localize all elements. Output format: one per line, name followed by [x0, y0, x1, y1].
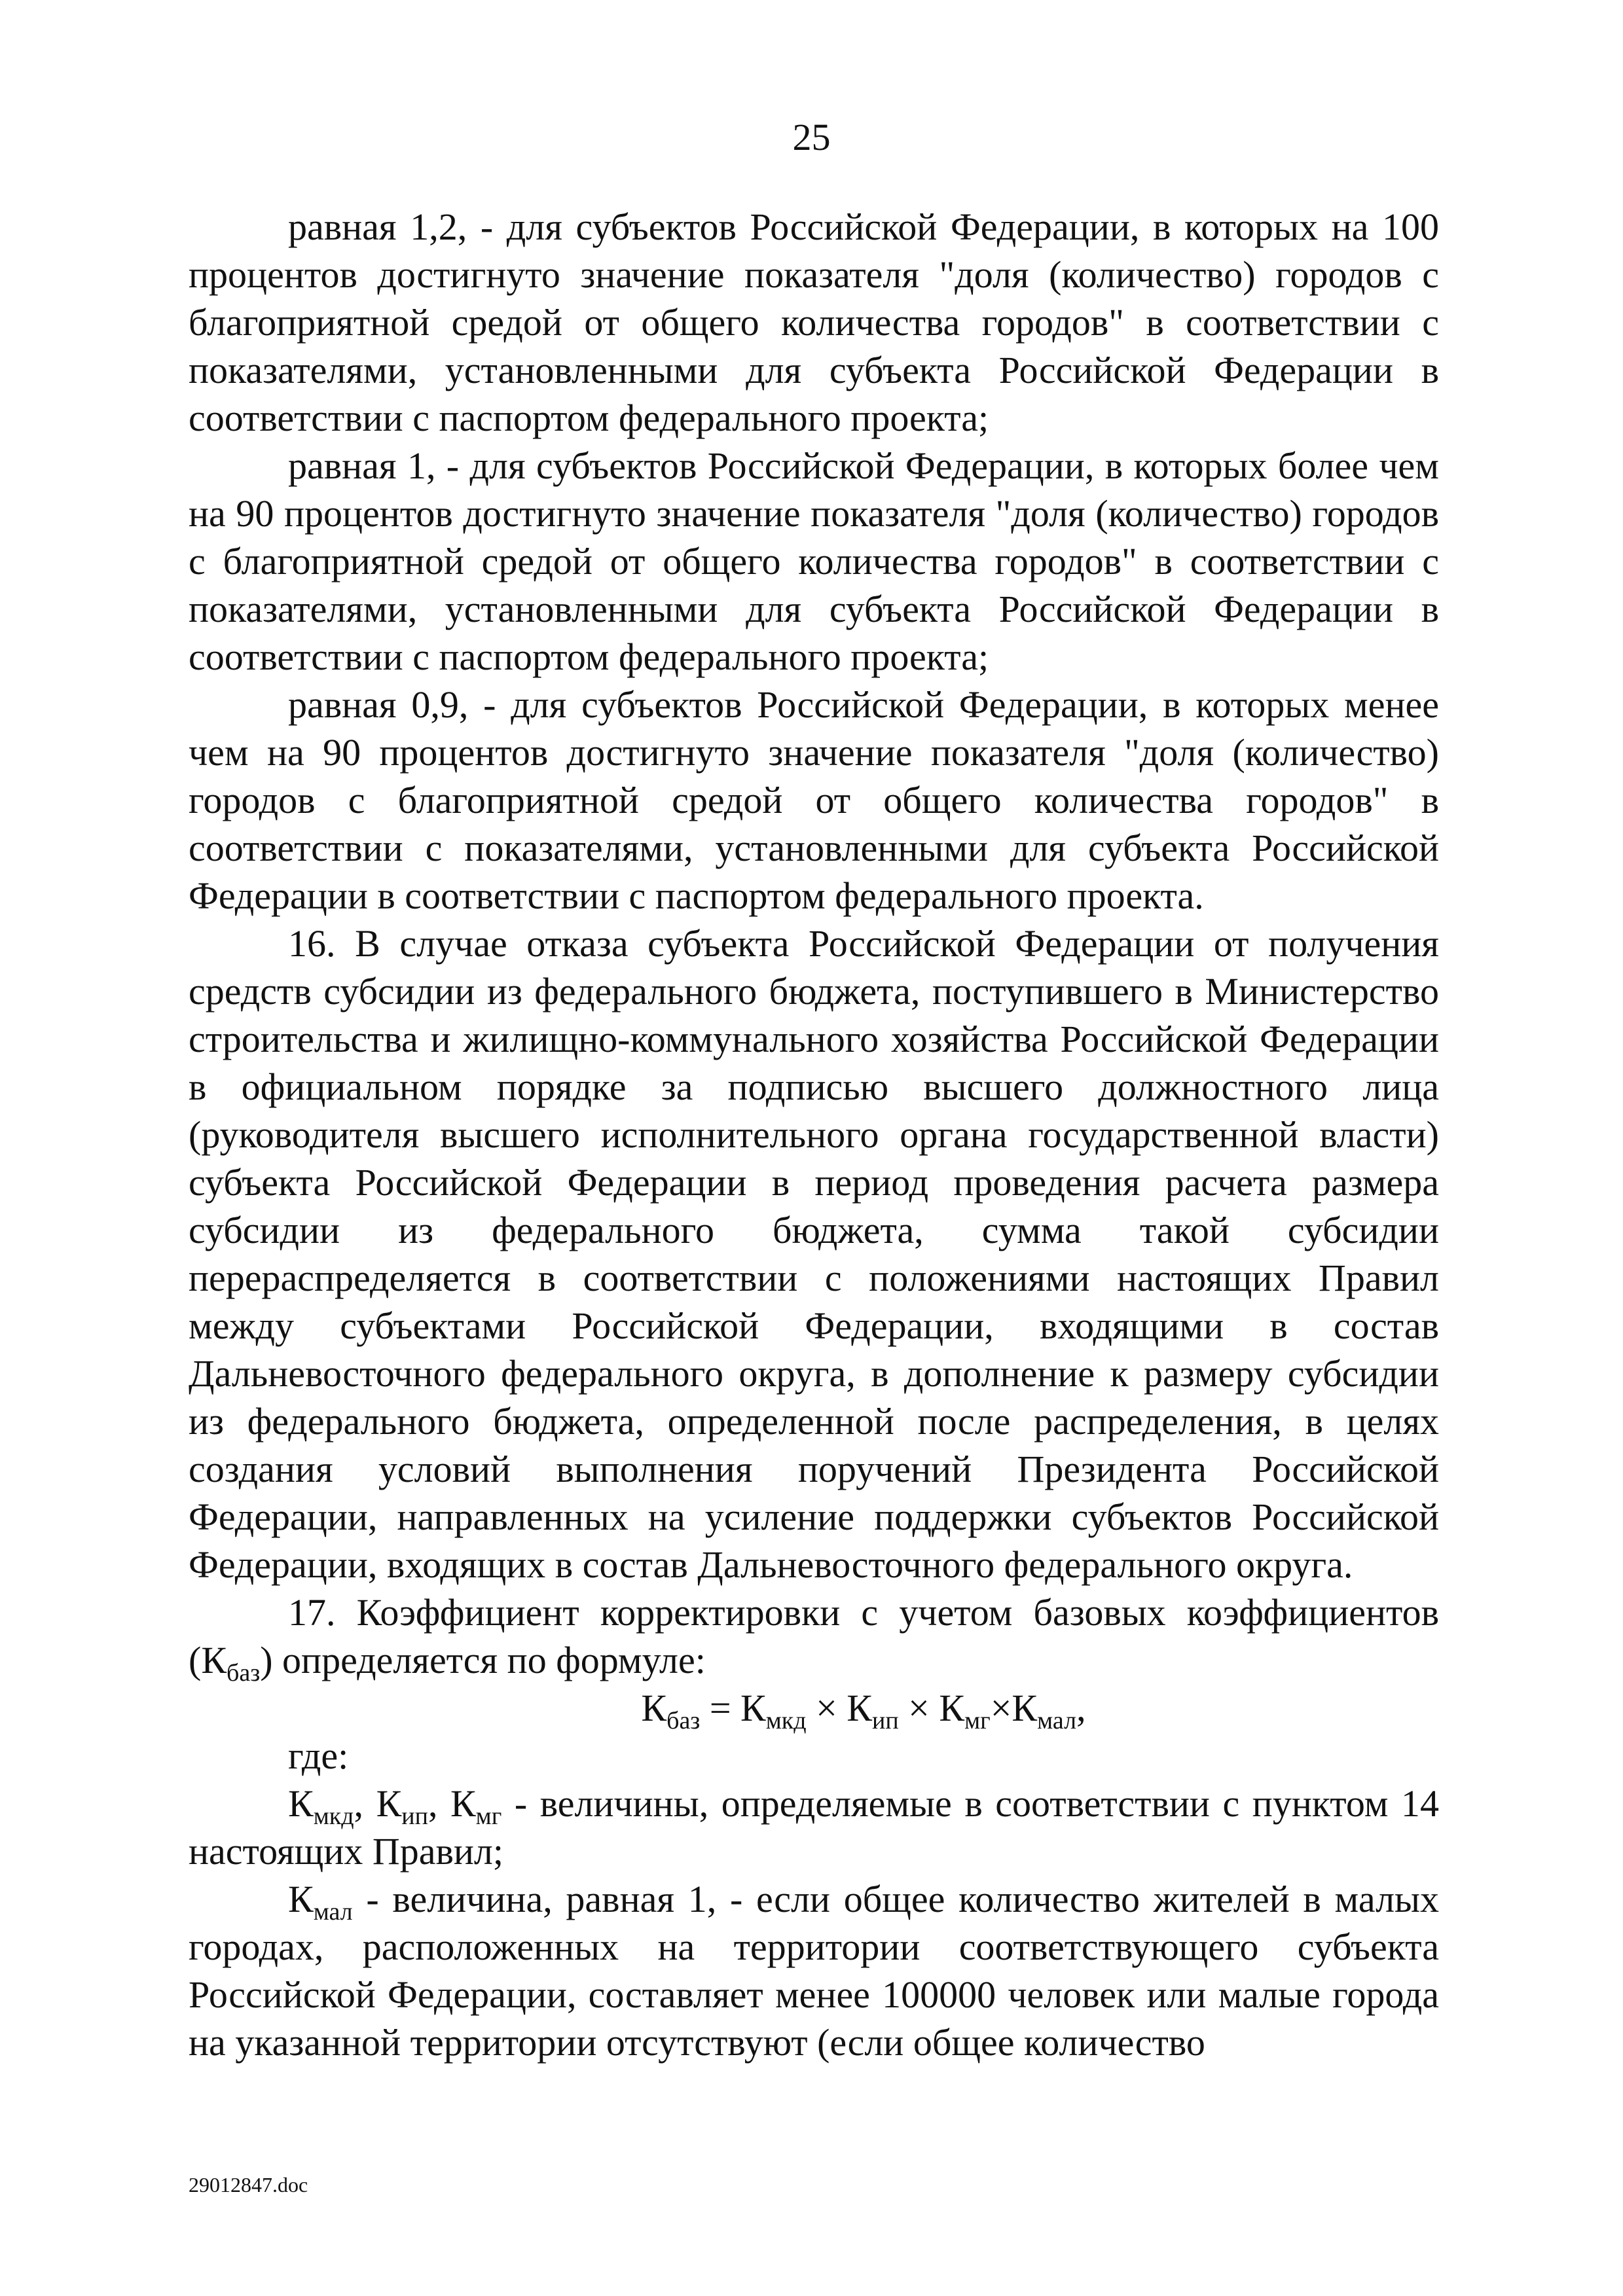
- paragraph-17-start: 17. Коэффициент корректировки с учетом базовых коэффициентов (: [189, 1591, 1439, 1681]
- k-baz-symbol: $К_{баз}$: [201, 1639, 261, 1687]
- paragraph-coefficient-0-9: равная 0,9, - для субъектов Российской Федерации, в которых менее чем на 90 процентов достигнуто значение показателя "доля (количество) городов с благоприятной средой от общего количества городов" в соответствии с показателями, установленными для субъекта Российской Федерации в соответствии с паспортом федерального проекта.: [189, 683, 1439, 917]
- paragraph-17-end: ) определяется по формуле:: [260, 1639, 706, 1681]
- document-file-reference: 29012847.doc: [189, 2173, 308, 2197]
- formula-k-baz: $К_{баз} = К_{мкд} \times К_{ип} \times К_{мг}\times К_{мал}$,: [641, 1687, 1086, 1734]
- definition-k-mal: $К_{мал}$ - величина, равная 1, - если общее количество жителей в малых городах, расположенных на территории соответствующего субъекта Российской Федерации, составляет менее 100000 человек или малые города на указанной территории отсутствуют (если общее количество: [189, 1878, 1439, 2064]
- paragraph-17: [189, 1588, 1439, 1687]
- document-body: [189, 203, 1439, 2066]
- page-number: 25: [792, 116, 831, 158]
- paragraph-coefficient-1-2: равная 1,2, - для субъектов Российской Федерации, в которых на 100 процентов достигнуто значение показателя "доля (количество) городов с благоприятной средой от общего количества городов" в соответствии с показателями, установленными для субъекта Российской Федерации в соответствии с паспортом федерального проекта;: [189, 206, 1439, 439]
- where-label: где:: [288, 1734, 349, 1777]
- paragraph-16: 16. В случае отказа субъекта Российской Федерации от получения средств субсидии из федерального бюджета, поступившего в Министерство строительства и жилищно-коммунального хозяйства Российской Федерации в официальном порядке за подписью высшего должностного лица (руководителя высшего исполнительного органа государственной власти) субъекта Российской Федерации в период проведения расчета размера субсидии из федерального бюджета, сумма такой субсидии перераспределяется в соответствии с положениями настоящих Правил между субъектами Российской Федерации, входящими в состав Дальневосточного федерального округа, в дополнение к размеру субсидии из федерального бюджета, определенной после распределения, в целях создания условий выполнения поручений Президента Российской Федерации, направленных на усиление поддержки субъектов Российской Федерации, входящих в состав Дальневосточного федерального округа.: [189, 922, 1439, 1586]
- definition-k-mkd-ip-mg: $К_{мкд}$, $К_{ип}$, $К_{мг}$ - величины, определяемые в соответствии с пунктом 14 настоящих Правил;: [189, 1782, 1440, 1873]
- paragraph-coefficient-1: равная 1, - для субъектов Российской Федерации, в которых более чем на 90 процентов достигнуто значение показателя "доля (количество) городов с благоприятной средой от общего количества городов" в соответствии с показателями, установленными для субъекта Российской Федерации в соответствии с паспортом федерального проекта;: [189, 444, 1439, 678]
